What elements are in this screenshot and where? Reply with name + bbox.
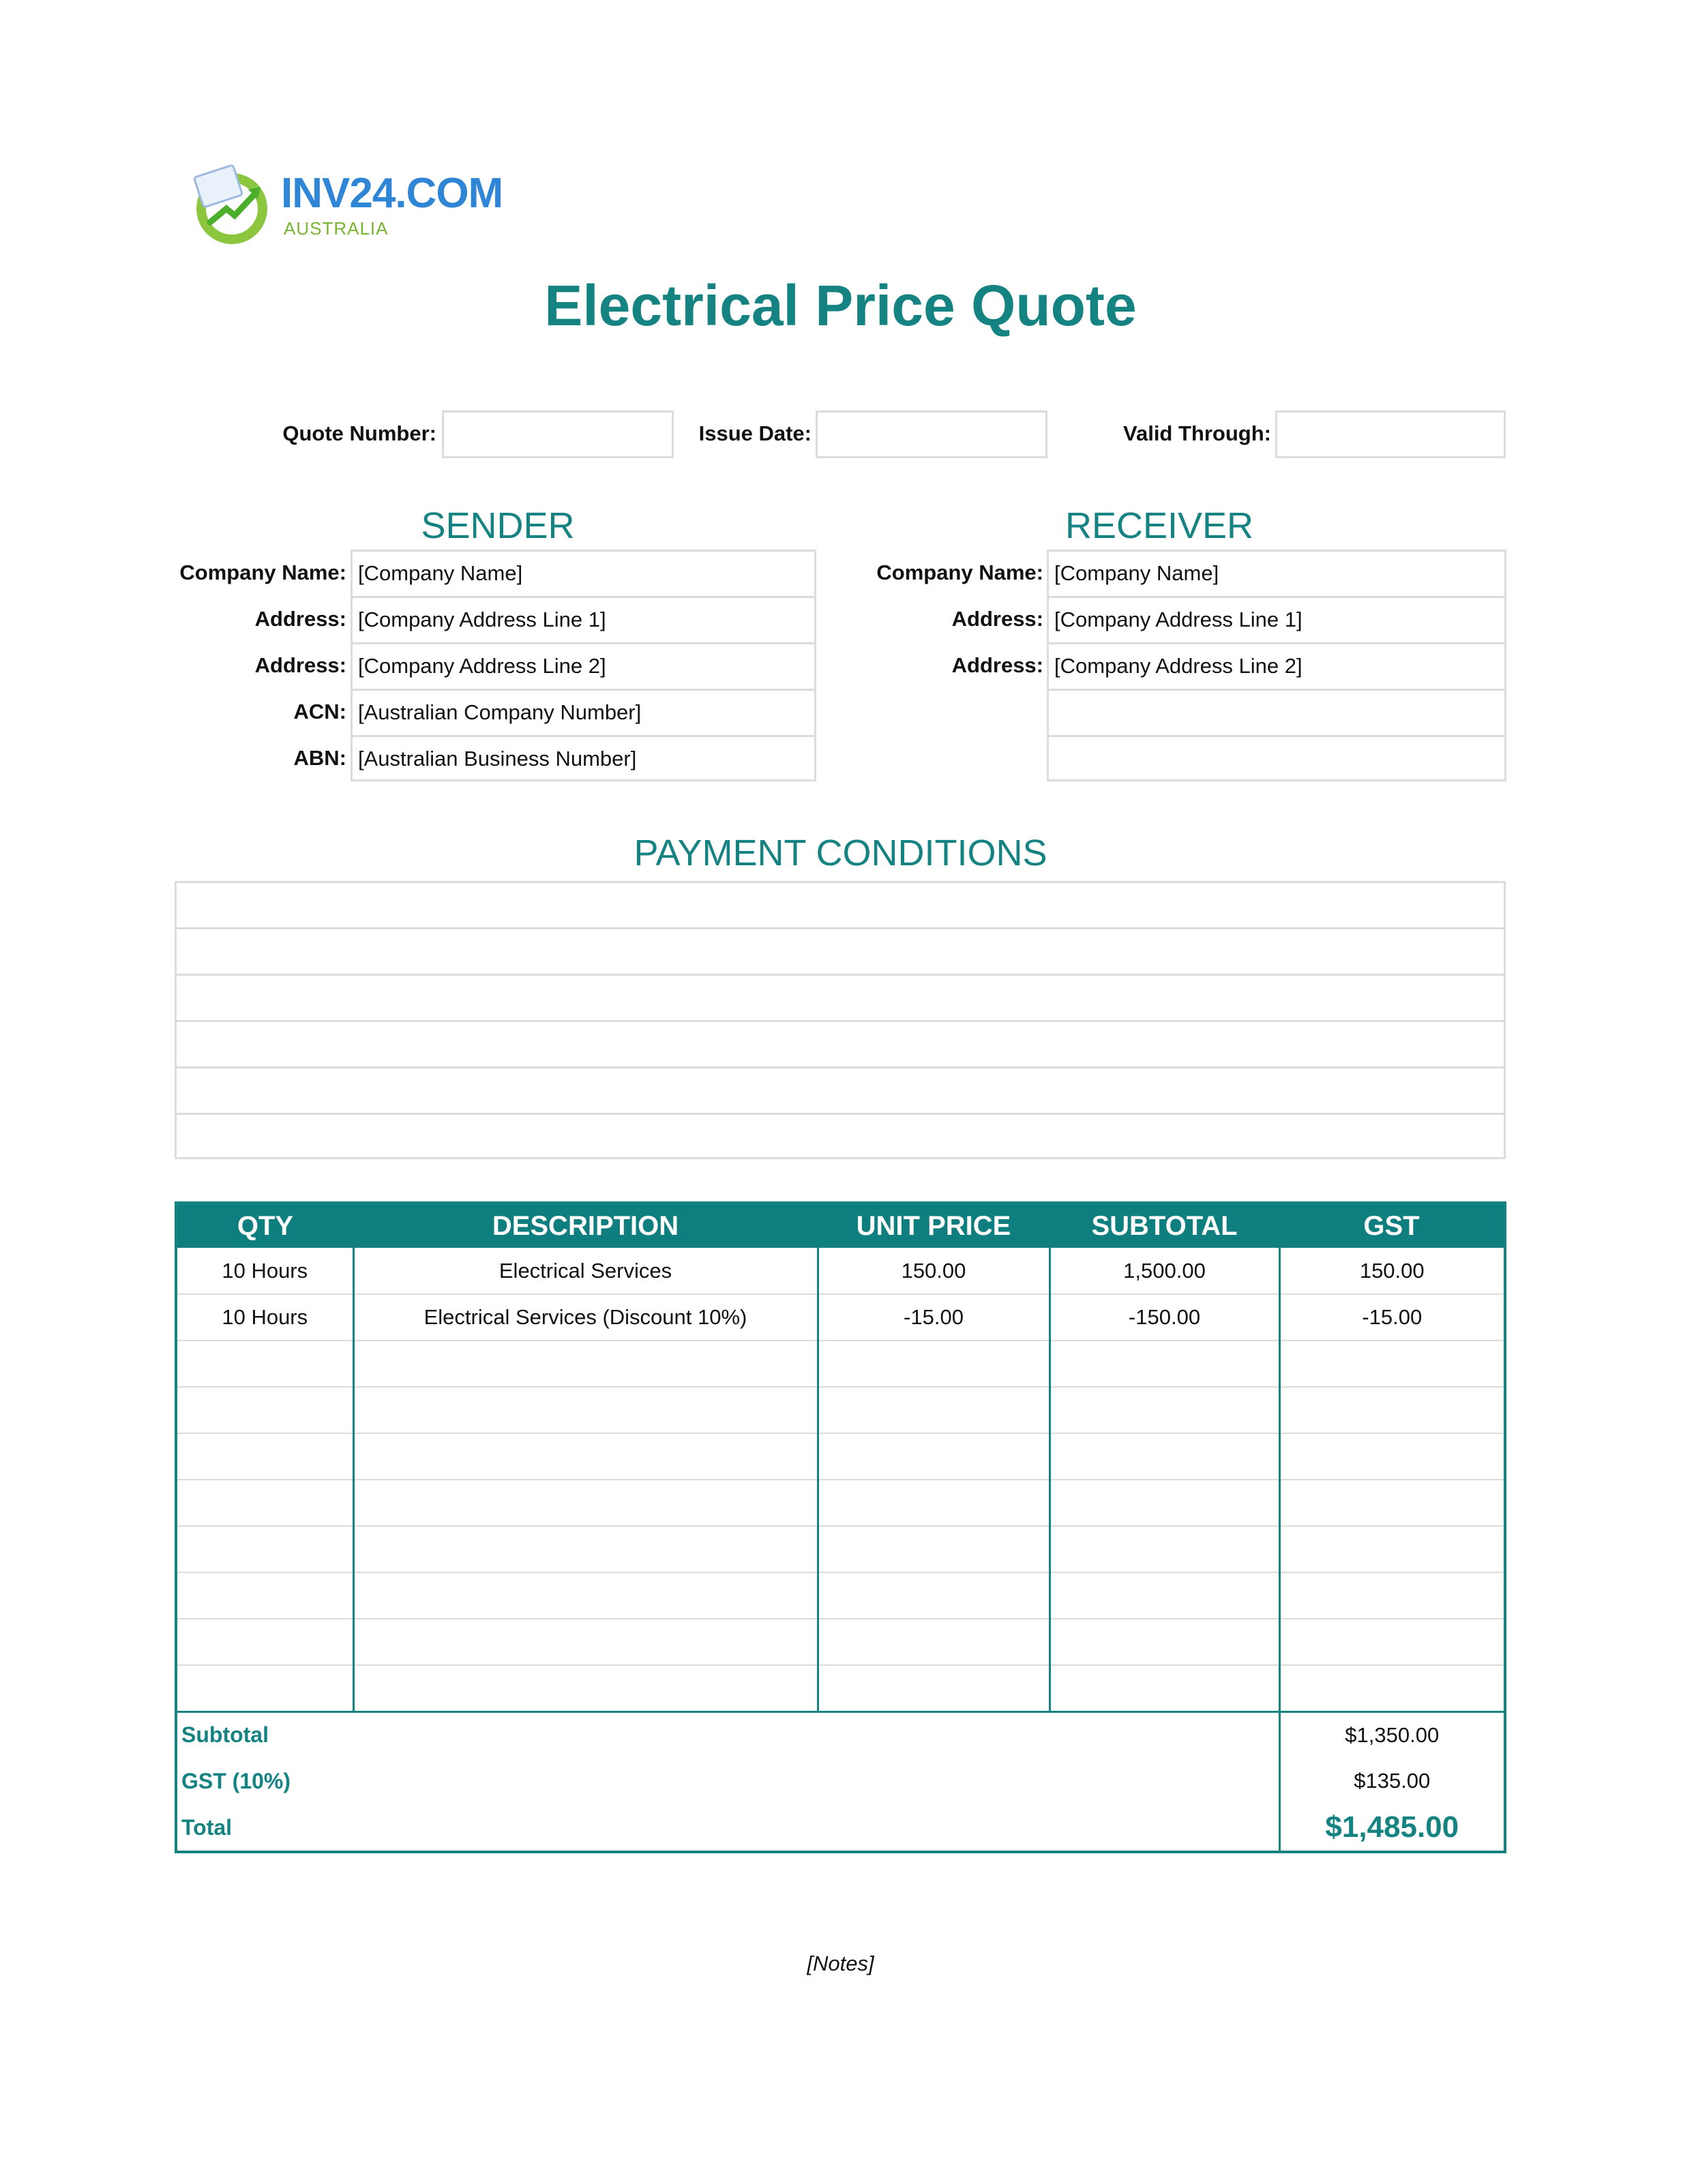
- sender-label: Address:: [254, 607, 346, 631]
- payment-conditions-heading: PAYMENT CONDITIONS: [634, 833, 1047, 873]
- table-row: [177, 1526, 1504, 1572]
- unit-price-cell[interactable]: -15.00: [818, 1294, 1050, 1341]
- subtotal-cell: [1050, 1572, 1279, 1619]
- subtotal-cell: [1050, 1341, 1279, 1387]
- valid-through-field[interactable]: [1275, 410, 1506, 458]
- issue-date-label: Issue Date:: [698, 421, 812, 445]
- unit-price-cell[interactable]: [818, 1341, 1050, 1387]
- qty-header: QTY: [177, 1204, 353, 1248]
- subtotal-cell: [1050, 1665, 1279, 1711]
- description-cell[interactable]: [353, 1480, 818, 1526]
- gst-cell: [1279, 1526, 1504, 1572]
- notes-text[interactable]: [Notes]: [807, 1951, 874, 1975]
- gst-cell: [1279, 1619, 1504, 1665]
- qty-cell[interactable]: [177, 1480, 353, 1526]
- gst-value: $135.00: [1354, 1769, 1431, 1793]
- valid-through-label: Valid Through:: [1123, 421, 1271, 445]
- table-row: [177, 1387, 1504, 1433]
- table-row: [177, 1619, 1504, 1665]
- receiver-label: [805, 735, 1043, 781]
- gst-cell: [1279, 1572, 1504, 1619]
- table-row: [177, 1665, 1504, 1711]
- description-cell[interactable]: Electrical Services (Discount 10%): [353, 1294, 818, 1341]
- description-cell[interactable]: [353, 1572, 818, 1619]
- payment-condition-line[interactable]: [175, 1066, 1506, 1113]
- sender-address-1-field[interactable]: [Company Address Line 1]: [351, 596, 816, 642]
- subtotal-cell: [1050, 1433, 1279, 1480]
- table-row: [177, 1572, 1504, 1619]
- total-value: $1,485.00: [1325, 1810, 1459, 1844]
- unit-price-cell[interactable]: [818, 1572, 1050, 1619]
- unit-price-header: UNIT PRICE: [818, 1204, 1050, 1248]
- receiver-address-1-field[interactable]: [Company Address Line 1]: [1047, 596, 1506, 642]
- items-table: [175, 1201, 1506, 1853]
- gst-cell: [1279, 1433, 1504, 1480]
- payment-conditions-box: [175, 881, 1506, 1159]
- subtotal-value: $1,350.00: [1345, 1722, 1440, 1747]
- payment-condition-line[interactable]: [175, 974, 1506, 1020]
- table-row: [177, 1433, 1504, 1480]
- sender-label: ACN:: [293, 700, 346, 723]
- qty-cell[interactable]: [177, 1341, 353, 1387]
- table-row: [177, 1480, 1504, 1526]
- description-cell[interactable]: [353, 1526, 818, 1572]
- sender-company-name-field[interactable]: [Company Name]: [351, 550, 816, 596]
- qty-cell[interactable]: [177, 1526, 353, 1572]
- gst-cell: [1279, 1387, 1504, 1433]
- logo-chart-icon: [191, 164, 273, 245]
- receiver-heading: RECEIVER: [1065, 505, 1254, 546]
- receiver-company-name-field[interactable]: [Company Name]: [1047, 550, 1506, 596]
- description-cell[interactable]: [353, 1665, 818, 1711]
- sender-heading: SENDER: [421, 505, 575, 546]
- unit-price-cell[interactable]: [818, 1619, 1050, 1665]
- description-cell[interactable]: Electrical Services: [353, 1248, 818, 1294]
- qty-cell[interactable]: 10 Hours: [177, 1248, 353, 1294]
- table-row: [177, 1248, 1504, 1294]
- table-row: [177, 1294, 1504, 1341]
- items-header-row: [177, 1204, 1504, 1248]
- sender-label: Company Name:: [179, 560, 346, 584]
- gst-row: [177, 1758, 1504, 1804]
- gst-cell: [1279, 1480, 1504, 1526]
- payment-condition-line[interactable]: [175, 927, 1506, 974]
- receiver-extra-field[interactable]: [1047, 735, 1506, 781]
- logo-brand-text: INV24.COM: [281, 170, 503, 217]
- gst-header: GST: [1279, 1204, 1504, 1248]
- qty-cell[interactable]: [177, 1665, 353, 1711]
- sender-acn-field[interactable]: [Australian Company Number]: [351, 689, 816, 735]
- sender-label: ABN:: [293, 746, 346, 770]
- qty-cell[interactable]: [177, 1572, 353, 1619]
- payment-condition-line[interactable]: [175, 1020, 1506, 1066]
- description-cell[interactable]: [353, 1619, 818, 1665]
- gst-cell: [1279, 1665, 1504, 1711]
- receiver-label: [805, 689, 1043, 735]
- sender-label: Address:: [254, 653, 346, 677]
- description-cell[interactable]: [353, 1341, 818, 1387]
- unit-price-cell[interactable]: [818, 1480, 1050, 1526]
- receiver-label: Address:: [951, 607, 1043, 631]
- total-label: Total: [177, 1804, 1279, 1851]
- gst-cell: [1279, 1341, 1504, 1387]
- subtotal-row: [177, 1711, 1504, 1758]
- total-row: [177, 1804, 1504, 1851]
- sender-address-2-field[interactable]: [Company Address Line 2]: [351, 642, 816, 689]
- description-cell[interactable]: [353, 1387, 818, 1433]
- payment-condition-line[interactable]: [175, 881, 1506, 927]
- qty-cell[interactable]: [177, 1433, 353, 1480]
- qty-cell[interactable]: [177, 1387, 353, 1433]
- payment-condition-line[interactable]: [175, 1113, 1506, 1159]
- subtotal-header: SUBTOTAL: [1050, 1204, 1279, 1248]
- unit-price-cell[interactable]: [818, 1526, 1050, 1572]
- unit-price-cell[interactable]: [818, 1665, 1050, 1711]
- unit-price-cell[interactable]: [818, 1433, 1050, 1480]
- subtotal-cell: -150.00: [1050, 1294, 1279, 1341]
- subtotal-cell: [1050, 1480, 1279, 1526]
- company-logo: [191, 164, 503, 245]
- sender-abn-field[interactable]: [Australian Business Number]: [351, 735, 816, 781]
- gst-cell: -15.00: [1279, 1294, 1504, 1341]
- subtotal-cell: [1050, 1619, 1279, 1665]
- gst-cell: 150.00: [1279, 1248, 1504, 1294]
- subtotal-cell: [1050, 1387, 1279, 1433]
- qty-cell[interactable]: 10 Hours: [177, 1294, 353, 1341]
- logo-region-text: AUSTRALIA: [284, 218, 389, 239]
- issue-date-field[interactable]: [816, 410, 1047, 458]
- subtotal-cell: 1,500.00: [1050, 1248, 1279, 1294]
- table-row: [177, 1341, 1504, 1387]
- qty-cell[interactable]: [177, 1619, 353, 1665]
- receiver-extra-field[interactable]: [1047, 689, 1506, 735]
- description-cell[interactable]: [353, 1433, 818, 1480]
- description-header: DESCRIPTION: [353, 1204, 818, 1248]
- unit-price-cell[interactable]: 150.00: [818, 1248, 1050, 1294]
- receiver-label: Address:: [951, 653, 1043, 677]
- page-title: Electrical Price Quote: [544, 273, 1137, 338]
- receiver-address-2-field[interactable]: [Company Address Line 2]: [1047, 642, 1506, 689]
- unit-price-cell[interactable]: [818, 1387, 1050, 1433]
- subtotal-cell: [1050, 1526, 1279, 1572]
- receiver-label: Company Name:: [876, 560, 1043, 584]
- subtotal-label: Subtotal: [177, 1711, 1279, 1758]
- gst-label: GST (10%): [177, 1758, 1279, 1804]
- quote-number-label: Quote Number:: [282, 421, 436, 445]
